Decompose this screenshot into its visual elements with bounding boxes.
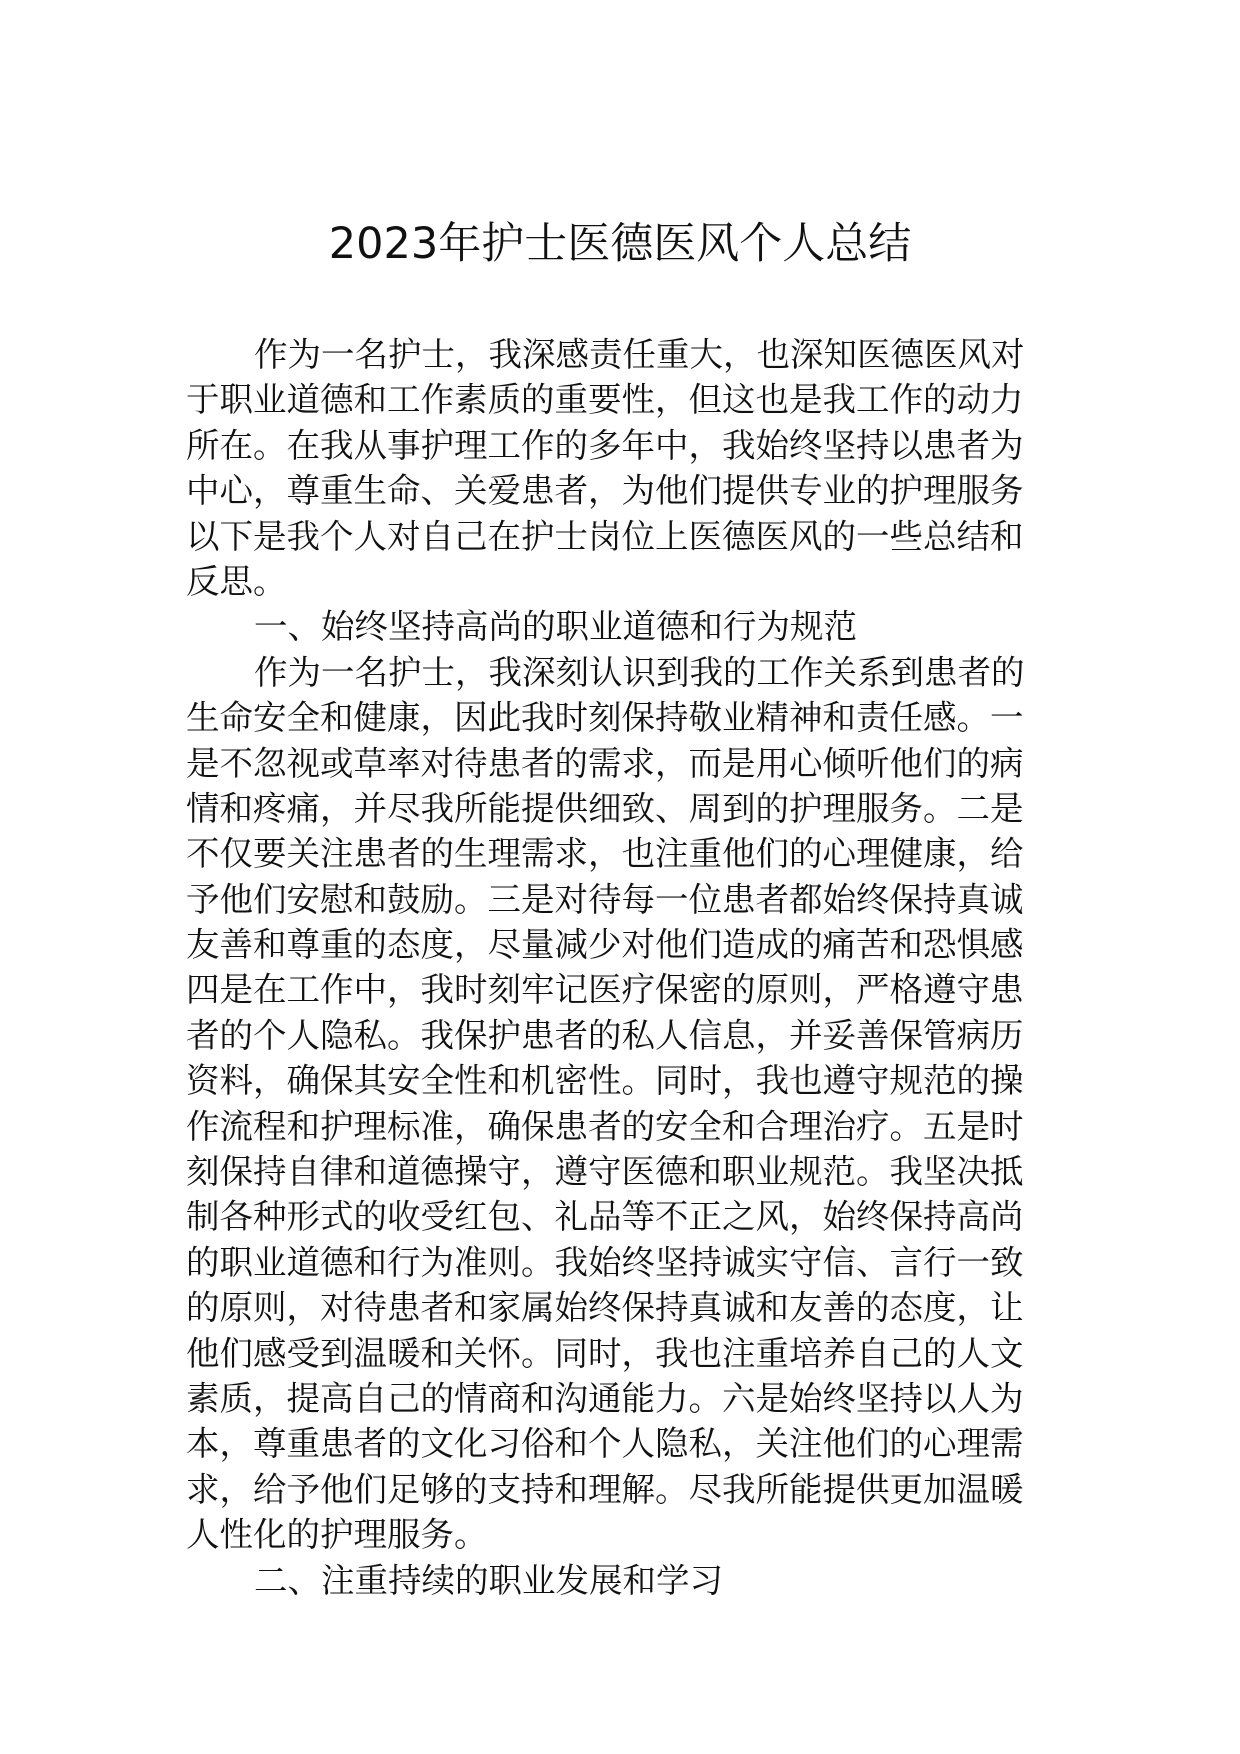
paragraph-line: 所在。在我从事护理工作的多年中，我始终坚持以患者为: [186, 425, 1024, 465]
paragraph-line: 求，给予他们足够的支持和理解。尽我所能提供更加温暖: [186, 1469, 1024, 1509]
document-body: [186, 332, 1066, 1603]
paragraph-line: 刻保持自律和道德操守，遵守医德和职业规范。我坚决抵: [186, 1152, 1024, 1192]
paragraph-line: 制各种形式的收受红包、礼品等不正之风，始终保持高尚: [186, 1197, 1024, 1237]
paragraph-line: 不仅要关注患者的生理需求，也注重他们的心理健康，给: [186, 834, 1024, 874]
paragraph-line: 予他们安慰和鼓励。三是对待每一位患者都始终保持真诚: [186, 879, 1024, 919]
section-heading: 二、注重持续的职业发展和学习: [254, 1560, 723, 1600]
paragraph-line: 友善和尊重的态度，尽量减少对他们造成的痛苦和恐惧感: [186, 925, 1024, 965]
paragraph-line: 的原则，对待患者和家属始终保持真诚和友善的态度，让: [186, 1288, 1024, 1328]
paragraph-line: 的职业道德和行为准则。我始终坚持诚实守信、言行一致: [186, 1242, 1024, 1282]
paragraph-line: 作流程和护理标准，确保患者的安全和合理治疗。五是时: [186, 1106, 1024, 1146]
paragraph-line: 四是在工作中，我时刻牢记医疗保密的原则，严格遵守患: [186, 970, 1024, 1010]
paragraph-line: 中心，尊重生命、关爱患者，为他们提供专业的护理服务: [186, 471, 1024, 511]
paragraph-line: 人性化的护理服务。: [186, 1515, 488, 1555]
paragraph-line: 素质，提高自己的情商和沟通能力。六是始终坚持以人为: [186, 1378, 1024, 1418]
paragraph-line: 他们感受到温暖和关怀。同时，我也注重培养自己的人文: [186, 1333, 1024, 1373]
paragraph-line: 本，尊重患者的文化习俗和个人隐私，关注他们的心理需: [186, 1424, 1024, 1464]
section-heading: 一、始终坚持高尚的职业道德和行为规范: [254, 607, 857, 647]
paragraph-line: 资料，确保其安全性和机密性。同时，我也遵守规范的操: [186, 1061, 1024, 1101]
paragraph-line: 作为一名护士，我深刻认识到我的工作关系到患者的: [254, 652, 1025, 692]
paragraph-line: 情和疼痛，并尽我所能提供细致、周到的护理服务。二是: [186, 788, 1024, 828]
paragraph-line: 生命安全和健康，因此我时刻保持敬业精神和责任感。一: [186, 698, 1024, 738]
document-title: 2023年护士医德医风个人总结: [328, 219, 912, 269]
paragraph-line: 反思。: [186, 561, 287, 601]
paragraph-line: 以下是我个人对自己在护士岗位上医德医风的一些总结和: [186, 516, 1024, 556]
paragraph-line: 作为一名护士，我深感责任重大，也深知医德医风对: [254, 335, 1025, 374]
paragraph-line: 是不忽视或草率对待患者的需求，而是用心倾听他们的病: [186, 743, 1024, 783]
paragraph-line: 者的个人隐私。我保护患者的私人信息，并妥善保管病历: [186, 1015, 1024, 1055]
paragraph-line: 于职业道德和工作素质的重要性，但这也是我工作的动力: [186, 380, 1024, 420]
